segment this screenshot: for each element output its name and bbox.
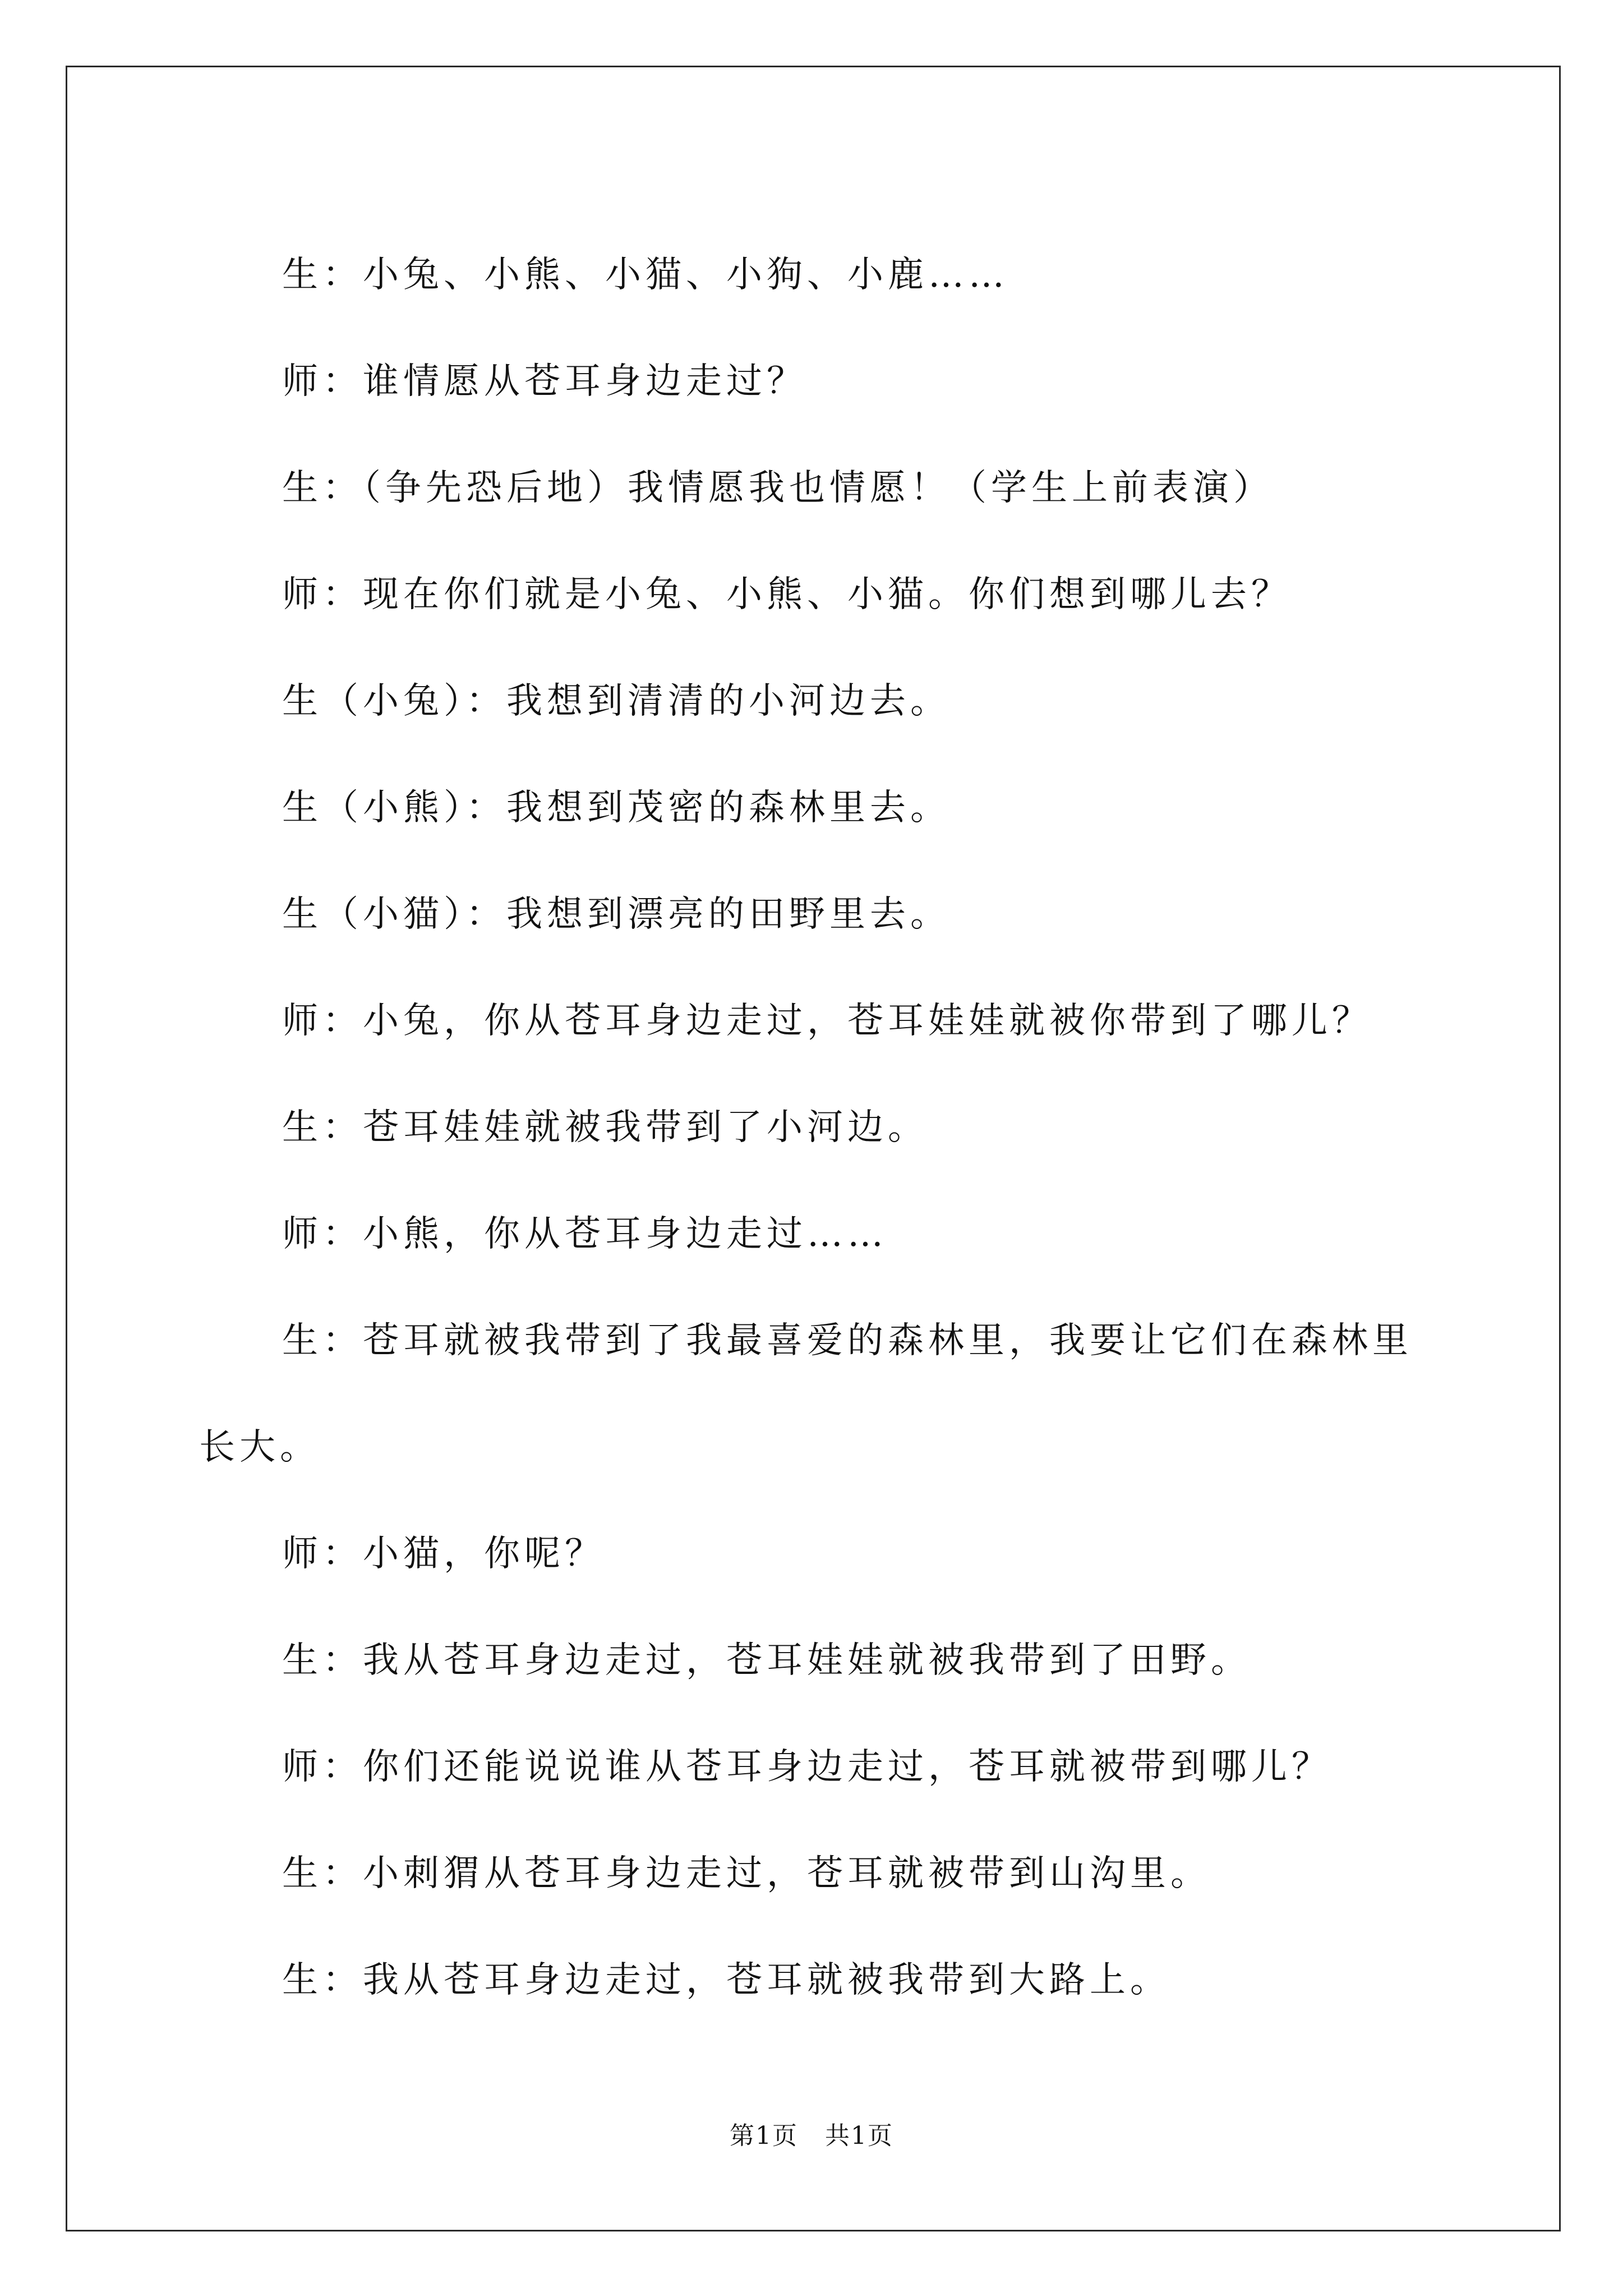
paragraph: 生：（争先恐后地）我情愿我也情愿！（学生上前表演）: [282, 467, 1274, 509]
paragraph: 生（小熊）：我想到茂密的森林里去。: [282, 787, 951, 829]
paragraph: 师：小兔，你从苍耳身边走过，苍耳娃娃就被你带到了哪儿？: [282, 1000, 1372, 1042]
paragraph: 师：你们还能说说谁从苍耳身边走过，苍耳就被带到哪儿？: [282, 1746, 1332, 1788]
paragraph: 师：小熊，你从苍耳身边走过……: [282, 1213, 888, 1255]
paragraph: 生：我从苍耳身边走过，苍耳就被我带到大路上。: [282, 1959, 1170, 2001]
page-footer: [0, 2119, 1623, 2153]
paragraph: 师：谁情愿从苍耳身边走过？: [282, 361, 807, 402]
paragraph: 生（小猫）：我想到漂亮的田野里去。: [282, 894, 951, 935]
paragraph: 生（小兔）：我想到清清的小河边去。: [282, 680, 951, 722]
paragraph: 师：现在你们就是小兔、小熊、小猫。你们想到哪儿去？: [282, 574, 1292, 615]
paragraph: 生：我从苍耳身边走过，苍耳娃娃就被我带到了田野。: [282, 1640, 1251, 1681]
paragraph: 生：小兔、小熊、小猫、小狗、小鹿……: [282, 254, 1009, 296]
paragraph: 生：小刺猬从苍耳身边走过，苍耳就被带到山沟里。: [282, 1853, 1211, 1894]
paragraph: 生：苍耳就被我带到了我最喜爱的森林里，我要让它们在森林里长大。: [199, 1320, 1413, 1468]
page-number-total: 共1页: [825, 2122, 893, 2150]
page-number-current: 第1页: [730, 2122, 798, 2150]
paragraph: 生：苍耳娃娃就被我带到了小河边。: [282, 1107, 928, 1148]
paragraph: 师：小猫，你呢？: [282, 1533, 605, 1575]
document-body: [199, 222, 1438, 2033]
